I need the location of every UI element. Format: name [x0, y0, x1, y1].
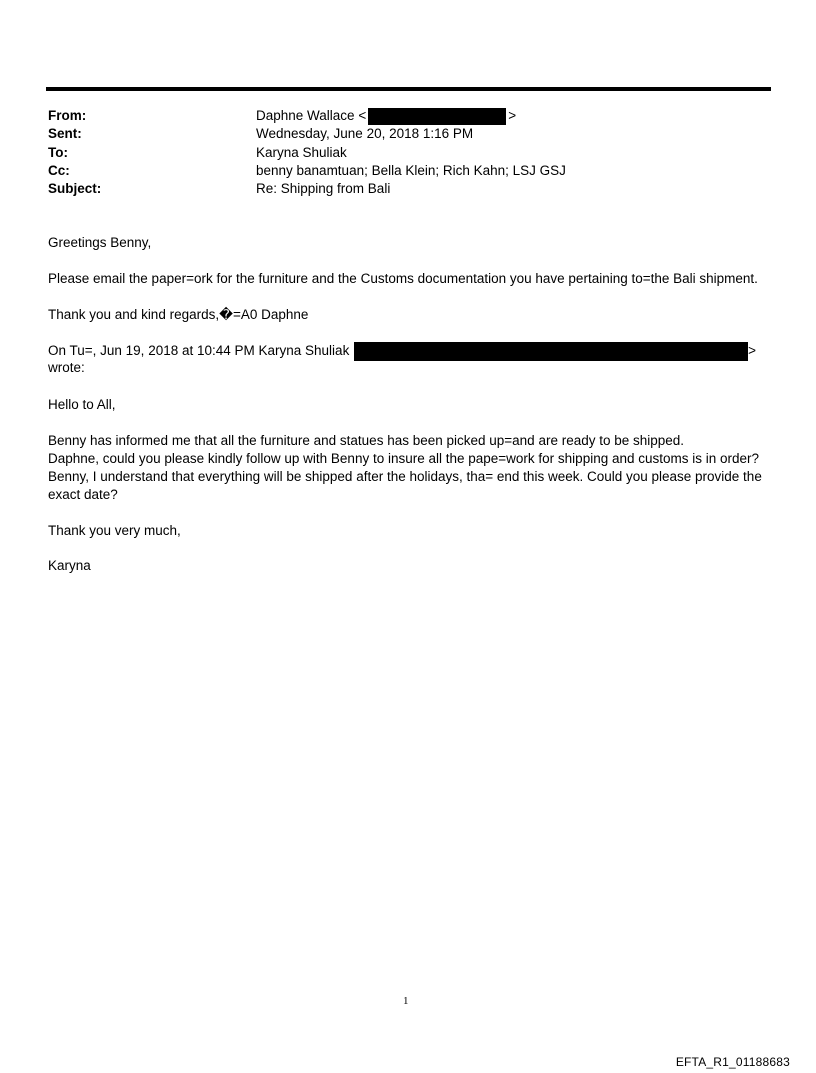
page-number: 1 [403, 995, 409, 1007]
quote-thanks: Thank you very much, [48, 523, 181, 538]
document-id: EFTA_R1_01188683 [675, 1055, 790, 1069]
quote-intro [48, 342, 756, 361]
sent-row [48, 125, 788, 143]
greeting: Greetings Benny, [48, 235, 152, 250]
subject-label: Subject: [48, 181, 102, 196]
quote-line: Benny has informed me that all the furniture and statues has been picked up=and are ready to be shipped. [48, 433, 685, 448]
from-value [256, 107, 516, 125]
redaction-block [354, 342, 748, 361]
header-rule [46, 87, 771, 91]
from-close-bracket: > [508, 108, 517, 123]
request-paragraph: Please email the paper=ork for the furniture and the Customs documentation you have pertaining to=the Bali shipment. [48, 271, 758, 286]
sent-value: Wednesday, June 20, 2018 1:16 PM [256, 126, 474, 141]
to-value: Karyna Shuliak [256, 145, 347, 160]
quote-line: Benny, I understand that everything will be shipped after the holidays, tha= end this week. Could you please provide the [48, 469, 762, 484]
quote-intro-text: On Tu=, Jun 19, 2018 at 10:44 PM Karyna Shuliak [48, 343, 350, 359]
subject-row [48, 180, 788, 198]
quote-line: exact date? [48, 487, 118, 502]
to-label: To: [48, 145, 68, 160]
quote-greeting: Hello to All, [48, 397, 116, 412]
quote-wrote: wrote: [48, 360, 85, 375]
quote-signature: Karyna [48, 558, 91, 573]
signoff: Thank you and kind regards,�=A0 Daphne [48, 307, 309, 322]
subject-value: Re: Shipping from Bali [256, 181, 391, 196]
cc-value: benny banamtuan; Bella Klein; Rich Kahn; LSJ GSJ [256, 163, 566, 178]
cc-label: Cc: [48, 163, 70, 178]
to-row [48, 144, 788, 162]
from-row [48, 107, 788, 125]
from-name: Daphne Wallace [256, 108, 355, 123]
from-label: From: [48, 108, 87, 123]
redaction-block [368, 108, 506, 125]
cc-row [48, 162, 788, 180]
quote-line: Daphne, could you please kindly follow up with Benny to insure all the pape=work for shipping and customs is in order? [48, 451, 760, 466]
from-open-bracket: < [358, 108, 367, 123]
sent-label: Sent: [48, 126, 82, 141]
quote-intro-close: > [748, 343, 756, 359]
